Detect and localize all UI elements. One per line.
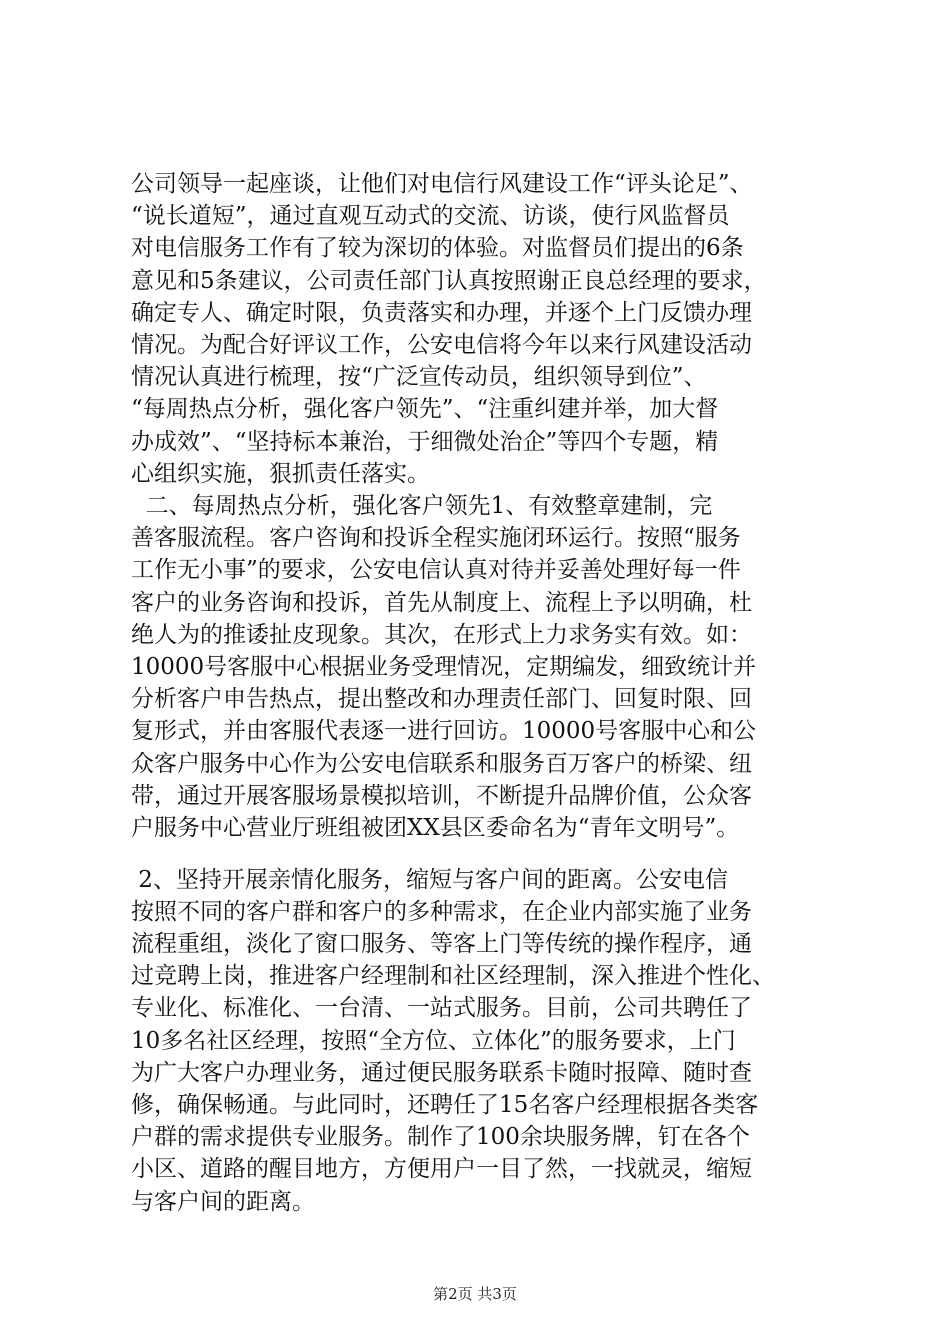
paragraph-line: 二、每周热点分析，强化客户领先1、有效整章建制，完 xyxy=(131,493,713,519)
paragraph-line: 绝人为的推诿扯皮现象。其次，在形式上力求务实有效。如： xyxy=(131,622,752,648)
paragraph-line: 按照不同的客户群和客户的多种需求，在企业内部实施了业务 xyxy=(131,899,752,925)
paragraph-line: 工作无小事”的要求，公安电信认真对待并妥善处理好每一件 xyxy=(131,557,741,583)
paragraph-line: 户服务中心营业厅班组被团XX县区委命名为“青年文明号”。 xyxy=(131,815,740,841)
paragraph-line: 户群的需求提供专业服务。制作了100余块服务牌，钉在各个 xyxy=(131,1124,750,1150)
paragraph-line: 过竞聘上岗，推进客户经理制和社区经理制，深入推进个性化、 xyxy=(131,963,775,989)
paragraph-line: 众客户服务中心作为公安电信联系和服务百万客户的桥梁、纽 xyxy=(131,751,752,777)
paragraph-line: 公司领导一起座谈，让他们对电信行风建设工作“评头论足”、 xyxy=(131,171,753,197)
paragraph-line: 小区、道路的醒目地方，方便用户一目了然，一找就灵，缩短 xyxy=(131,1156,752,1182)
paragraph-line: 10多名社区经理，按照“全方位、立体化”的服务要求，上门 xyxy=(131,1028,736,1054)
paragraph-line: 带，通过开展客服场景模拟培训，不断提升品牌价值，公众客 xyxy=(131,783,752,809)
paragraph-line: 与客户间的距离。 xyxy=(131,1189,315,1215)
paragraph-line: 为广大客户办理业务，通过便民服务联系卡随时报障、随时查 xyxy=(131,1060,752,1086)
paragraph-line: 2、坚持开展亲情化服务，缩短与客户间的距离。公安电信 xyxy=(131,867,728,893)
paragraph-line: 10000号客服中心根据业务受理情况，定期编发，细致统计并 xyxy=(131,654,757,680)
paragraph-line: 确定专人、确定时限，负责落实和办理，并逐个上门反馈办理 xyxy=(131,300,752,326)
paragraph-line: 心组织实施，狠抓责任落实。 xyxy=(131,461,430,487)
paragraph-line: 客户的业务咨询和投诉，首先从制度上、流程上予以明确，杜 xyxy=(131,590,752,616)
paragraph-line: 修，确保畅通。与此同时，还聘任了15名客户经理根据各类客 xyxy=(131,1092,759,1118)
paragraph-line: 意见和5条建议，公司责任部门认真按照谢正良总经理的要求， xyxy=(131,268,767,294)
paragraph-line: 情况。为配合好评议工作，公安电信将今年以来行风建设活动 xyxy=(131,332,752,358)
paragraph-line: 情况认真进行梳理，按“广泛宣传动员，组织领导到位”、 xyxy=(131,364,707,390)
paragraph-line: 善客服流程。客户咨询和投诉全程实施闭环运行。按照“服务 xyxy=(131,525,741,551)
paragraph-line: “每周热点分析，强化客户领先”、“注重纠建并举，加大督 xyxy=(131,396,719,422)
paragraph-line: “说长道短”，通过直观互动式的交流、访谈，使行风监督员 xyxy=(131,203,730,229)
paragraph-line: 办成效”、“坚持标本兼治，于细微处治企”等四个专题，精 xyxy=(131,429,719,455)
paragraph-line: 流程重组，淡化了窗口服务、等客上门等传统的操作程序，通 xyxy=(131,931,752,957)
paragraph-line: 专业化、标准化、一台清、一站式服务。目前，公司共聘任了 xyxy=(131,995,752,1021)
paragraph-line: 对电信服务工作有了较为深切的体验。对监督员们提出的6条 xyxy=(131,235,744,261)
page-number-footer: 第2页 共3页 xyxy=(433,1285,517,1303)
paragraph-line: 分析客户申告热点，提出整改和办理责任部门、回复时限、回 xyxy=(131,686,752,712)
paragraph-line: 复形式，并由客服代表逐一进行回访。10000号客服中心和公 xyxy=(131,718,757,744)
